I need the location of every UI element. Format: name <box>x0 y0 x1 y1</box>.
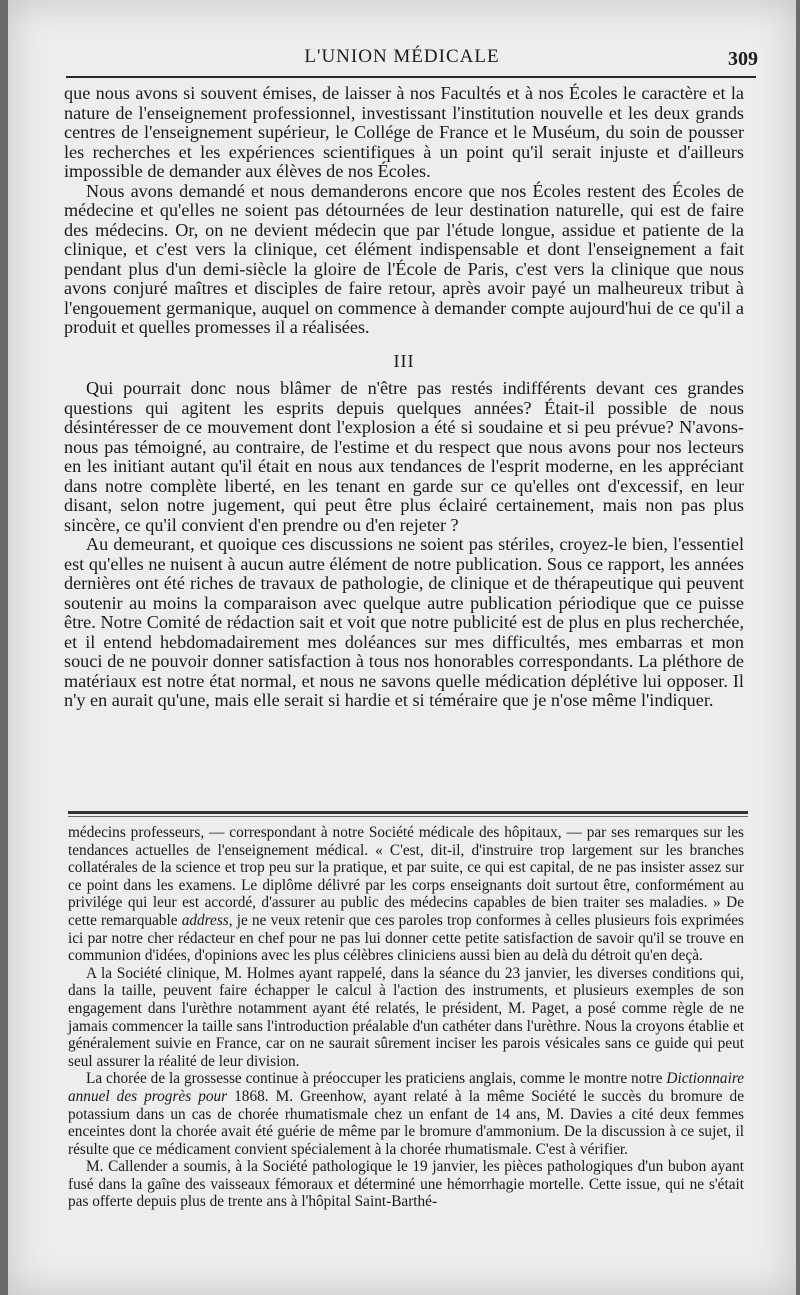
footnote-italic: address <box>181 911 229 929</box>
journal-title: L'UNION MÉDICALE <box>304 46 500 67</box>
footnote-text: 1868. M. Greenhow, ayant relaté à la même Société le succès du bromure de potassium dans un cas de chorée rhumatismale chez un enfant de 14 ans, M. Davies a cité deux femmes enceintes dont la chorée avait été guérie de même par le bromure d'ammonium. De la discussion à ce sujet, il résulte que ce médicament convient spécialement à la chorée rhumatismale. C'est à vérifier. <box>68 1087 744 1158</box>
footnote-paragraph <box>68 824 744 965</box>
footnote-text: médecins professeurs, — correspondant à notre Société médicale des hôpitaux, — par ses remarques sur les tendances actuelles de l'enseignement médical. « C'est, dit-il, d'instruire trop largement sur les branches collatérales de la science et trop peu sur la pratique, et par suite, ce qui est capital, de ne pas insister assez sur ce point dans les examens. Le diplôme délivré par les corps enseignants doit surtout être, conformément au privilége qui leur est accordé, d'assurer au public des médecins capables de bien traiter ses maladies. » De cette remarquable <box>68 824 744 929</box>
paragraph: Nous avons demandé et nous demanderons encore que nos Écoles restent des Écoles de médecine et qu'elles ne soient pas détournées de leur destination naturelle, qui est de faire des médecins. Or, on ne devient médecin que par l'étude longue, assidue et patiente de la clinique, et c'est vers la clinique, cet élément indispensable et dont l'enseignement a fait pendant plus d'un demi-siècle la gloire de l'École de Paris, c'est vers la clinique que nous avons conjuré maîtres et disciples de faire retour, après avoir payé un malheureux tribut à l'engouement germanique, auquel on commence à demander compte aujourd'hui de ce qu'il a produit et quelles promesses il a réalisées. <box>64 180 744 337</box>
footnote-paragraph: A la Société clinique, M. Holmes ayant rappelé, dans la séance du 23 janvier, les diverses conditions qui, dans la taille, peuvent faire échapper le calcul à l'action des instruments, et plusieurs exemples de son engagement dans l'urèthre notamment ayant été relatés, le président, M. Paget, a posé comme règle de ne jamais commencer la taille sans l'introduction préalable d'un cathéter dans l'urèthre. Nous la croyons établie et généralement suivie en France, car on ne saurait sûrement inciser les parois vésicales sans ce guide qui peut seul assurer la réalité de leur division. <box>68 964 744 1070</box>
paragraph: Au demeurant, et quoique ces discussions ne soient pas stériles, croyez-le bien, l'essentiel est qu'elles ne nuisent à aucun autre élément de notre publication. Sous ce rapport, les années dernières ont été riches de travaux de pathologie, de clinique et de thérapeutique qui peuvent soutenir au moins la comparaison avec quelque autre publication périodique que ce puisse être. Notre Comité de rédaction sait et voit que notre publicité est de plus en plus recherchée, et il entend hebdomadairement mes doléances sur mes difficultés, mes embarras et mon souci de ne pouvoir donner satisfaction à tous nos honorables correspondants. La pléthore de matériaux est notre état normal, et nous ne savons quelle médication déplétive lui opposer. Il n'y en aurait qu'une, mais elle serait si hardie et si téméraire que je n'ose même l'indiquer. <box>64 534 744 710</box>
page <box>8 0 796 1295</box>
footnote-rule <box>68 811 748 814</box>
paragraph: Qui pourrait donc nous blâmer de n'être pas restés indifférents devant ces grandes questions qui agitent les esprits depuis quelques années? Était-il possible de nous désintéresser de ce mouvement dont l'explosion a été si soudaine et si peu prévue? N'avons-nous pas témoigné, au contraire, de l'estime et du respect que nous avons pour nos lecteurs en les initiant autant qu'il était en nous aux tendances de l'esprit moderne, en les appréciant dans notre complète liberté, en les tenant en garde sur ce qu'elles ont d'excessif, en leur disant, selon notre jugement, qui peut être plus éclairé certainement, mais non pas plus sincère, ce qu'il convient d'en prendre ou d'en rejeter ? <box>64 378 744 535</box>
header-rule <box>66 76 756 78</box>
footnotes <box>68 824 744 1211</box>
running-head <box>8 42 796 72</box>
section-number: III <box>393 350 415 371</box>
footnote-italic: Dictionnaire annuel des progrès pour <box>68 1070 744 1105</box>
footnote-rule-thin <box>68 816 748 817</box>
paragraph: que nous avons si souvent émises, de laisser à nos Facultés et à nos Écoles le caractère et la nature de l'enseignement professionnel, investissant l'institution nouvelle et les deux grands centres de l'enseignement supérieur, le Collége de France et le Muséum, du soin de pousser les recherches et les expériences scientifiques à un point qu'il serait injuste et d'ailleurs impossible de demander aux élèves de nos Écoles. <box>64 83 744 181</box>
main-text <box>64 84 744 711</box>
page-number: 309 <box>728 48 758 70</box>
footnote-text: , je ne veux retenir que ces paroles trop conformes à celles plusieurs fois exprimées ici par notre cher rédacteur en chef pour ne pas lui donner cette petite satisfaction de savoir qu'il se trouve en communion d'idées, d'opinions avec les plus célèbres cliniciens aussi bien au delà du détroit qu'en deçà. <box>68 911 744 965</box>
footnote-paragraph: M. Callender a soumis, à la Société pathologique le 19 janvier, les pièces pathologiques d'un bubon ayant fusé dans la gaîne des vaisseaux fémoraux et déterminé une hémorrhagie mortelle. Cette issue, qui ne s'était pas offerte depuis plus de trente ans à l'hôpital Saint-Barthé- <box>68 1158 744 1211</box>
footnote-paragraph <box>68 1070 744 1158</box>
footnote-text: La chorée de la grossesse continue à préoccuper les praticiens anglais, comme le montre notre <box>86 1070 667 1088</box>
